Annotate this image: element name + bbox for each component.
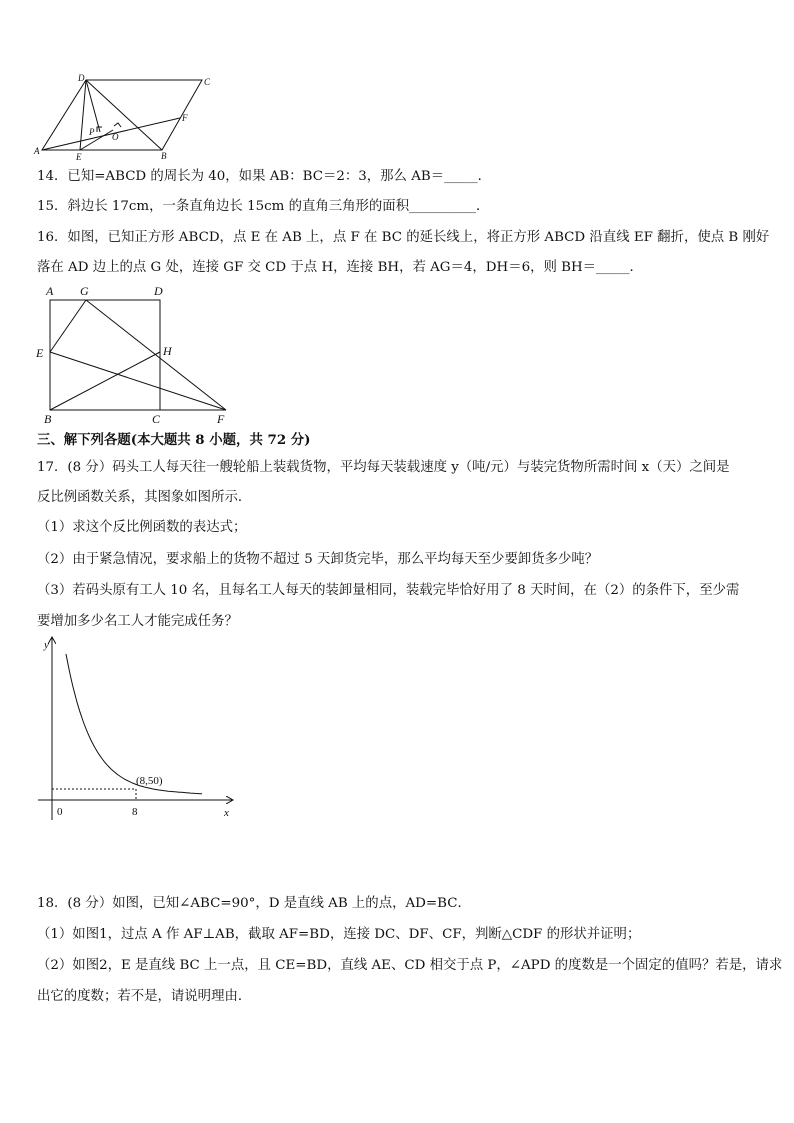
- parallelogram-figure: [30, 70, 220, 162]
- label-C: C: [204, 77, 211, 87]
- parallelogram-outline: [42, 80, 202, 150]
- question-17-sub-3-line-1: （3）若码头原有工人 10 名，且每名工人每天的装卸量相同，装载完毕恰好用了 8 天时间，在（2）的条件下，至少需: [37, 583, 740, 598]
- inverse-function-graph: [30, 632, 240, 824]
- label-C: C: [152, 412, 161, 426]
- question-16-line-2: 落在 AD 边上的点 G 处，连接 GF 交 CD 于点 H，连接 BH，若 AG＝4，DH＝6，则 BH＝_____．: [37, 260, 643, 275]
- question-18-sub-2-line-1: （2）如图2，E 是直线 BC 上一点，且 CE=BD，直线 AE、CD 相交于点 P，∠APD 的度数是一个固定的值吗？若是，请求: [37, 958, 783, 973]
- label-B: B: [161, 151, 167, 161]
- label-E: E: [36, 346, 44, 360]
- section-3-heading: 三、解下列各题(本大题共 8 小题，共 72 分): [37, 432, 311, 448]
- label-B: B: [44, 412, 52, 426]
- segment-DP: [86, 80, 100, 132]
- point-label: (8,50): [136, 775, 163, 787]
- label-H: H: [163, 344, 172, 358]
- segment-EG: [50, 300, 86, 352]
- label-D: D: [154, 284, 163, 298]
- label-F: F: [182, 113, 188, 123]
- question-17-sub-2: （2）由于紧急情况，要求船上的货物不超过 5 天卸货完毕，那么平均每天至少要卸货多少吨？: [37, 552, 599, 567]
- segment-AF: [42, 118, 180, 150]
- question-18-sub-1: （1）如图1，过点 A 作 AF⊥AB，截取 AF=BD，连接 DC、DF、CF，判断△CDF 的形状并证明；: [37, 927, 641, 942]
- question-14: 14．已知=ABCD 的周长为 40，如果 AB：BC＝2：3，那么 AB＝_____．: [37, 169, 491, 184]
- question-17-line-1: 17．(8 分）码头工人每天往一艘轮船上装载货物，平均每天装载速度 y（吨/元）与装完货物所需时间 x（天）之间是: [37, 460, 730, 475]
- x-tick-label: 8: [132, 806, 138, 818]
- label-A: A: [46, 284, 54, 298]
- origin-label: 0: [57, 806, 63, 818]
- question-17-sub-3-line-2: 要增加多少名工人才能完成任务？: [37, 614, 238, 629]
- label-E: E: [76, 152, 82, 162]
- question-18-sub-2-line-2: 出它的度数；若不是，请说明理由．: [37, 989, 252, 1004]
- x-axis-label: x: [224, 807, 229, 819]
- right-angle-O: [114, 123, 121, 127]
- inverse-curve: [66, 654, 202, 794]
- y-axis-label: y: [44, 639, 49, 651]
- question-17-sub-1: （1）求这个反比例函数的表达式；: [37, 520, 247, 535]
- question-18-line-1: 18．(8 分）如图，已知∠ABC=90°，D 是直线 AB 上的点，AD=BC．: [37, 896, 471, 911]
- question-17-line-2: 反比例函数关系，其图象如图所示．: [37, 490, 252, 505]
- label-P: P: [89, 127, 95, 137]
- segment-BH: [50, 352, 160, 410]
- segment-GF: [86, 300, 226, 410]
- label-A: A: [34, 146, 40, 156]
- question-16-line-1: 16．如图，已知正方形 ABCD，点 E 在 AB 上，点 F 在 BC 的延长线上，将正方形 ABCD 沿直线 EF 翻折，使点 B 刚好: [37, 230, 770, 245]
- label-D: D: [78, 73, 85, 83]
- question-15: 15．斜边长 17cm，一条直角边长 15cm 的直角三角形的面积__________．: [37, 199, 490, 214]
- square-fold-figure: [30, 282, 240, 427]
- label-G: G: [80, 284, 89, 298]
- label-F: F: [217, 412, 225, 426]
- segment-EF: [50, 352, 226, 410]
- square-ABCD: [50, 300, 160, 410]
- label-O: O: [112, 132, 119, 142]
